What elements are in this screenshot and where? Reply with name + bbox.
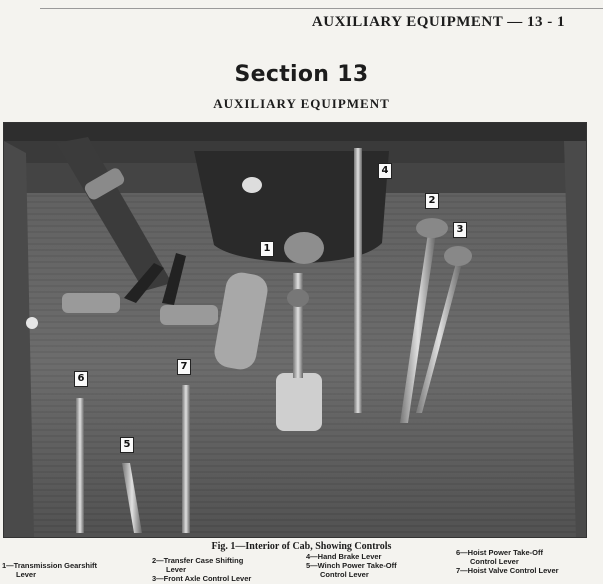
legend-line: Lever — [166, 565, 187, 574]
legend-line: 6—Hoist Power Take-Off — [456, 548, 543, 557]
section-subtitle: AUXILIARY EQUIPMENT — [213, 96, 390, 111]
top-rule — [40, 8, 603, 9]
legend-line: Control Lever — [470, 557, 519, 566]
callout-1: 1 — [260, 241, 274, 257]
callout-5: 5 — [120, 437, 134, 453]
cab-interior-illustration — [4, 123, 586, 537]
legend-column-3 — [306, 552, 397, 579]
legend-line: 2—Transfer Case Shifting — [152, 556, 244, 565]
legend-column-4 — [456, 548, 559, 575]
callout-7: 7 — [177, 359, 191, 375]
legend-line: 5—Winch Power Take-Off — [306, 561, 397, 570]
section-title: Section 13 — [234, 62, 369, 87]
callout-2: 2 — [425, 193, 439, 209]
running-head: AUXILIARY EQUIPMENT — 13 - 1 — [311, 14, 565, 30]
legend-column-2 — [152, 556, 251, 583]
legend-line: 4—Hand Brake Lever — [306, 552, 382, 561]
cab-interior-photo — [3, 122, 587, 538]
callout-6: 6 — [74, 371, 88, 387]
legend-line: Lever — [16, 570, 37, 579]
callout-3: 3 — [453, 222, 467, 238]
legend-line: Control Lever — [320, 570, 369, 579]
legend-line: 3—Front Axle Control Lever — [152, 574, 252, 583]
legend-line: 7—Hoist Valve Control Lever — [456, 566, 559, 575]
legend-line: 1—Transmission Gearshift — [2, 561, 98, 570]
legend-column-1 — [2, 561, 97, 579]
figure-caption: Fig. 1—Interior of Cab, Showing Controls — [211, 541, 392, 552]
callout-4: 4 — [378, 163, 392, 179]
